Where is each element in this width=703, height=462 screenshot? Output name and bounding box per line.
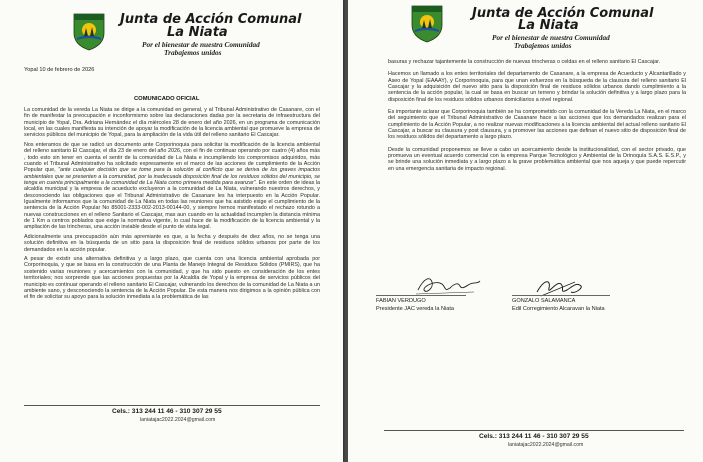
- motto-line-2: Trabajemos unidos: [514, 41, 572, 50]
- paragraph: basuras y rechazar tajantemente la construcción de nuevas trincheras o celdas en el relleno sanitario El Cascajar.: [388, 59, 661, 65]
- paragraph-text: Nos enteramos de que se radicó un documento ante Corporinoquia para solicitar la modificación de la licencia ambiental del relleno sanitario El Cascajar, el día 23 de enero del año 2026, con el fin de continuar operando por cuatro (4) años más , todo esto sin tener en cuenta el sentir de la comunidad de La Niata e incumpliendo los compromisos adquiridos, más cuando el Tribunal Administrativo ha solicitado expresamente en el marco de las acciones de cumplimiento de la Acción Popular que,: [24, 141, 320, 174]
- signatory-2-role: Edil Corregimiento Alcaravan la Niata: [512, 306, 605, 312]
- motto-line-1: Por el bienestar de nuestra Comunidad: [142, 40, 260, 49]
- footer-phone-numbers: Cels.: 313 244 11 46 - 310 307 29 55: [112, 408, 222, 415]
- organization-title: Junta de Acción Comunal: [120, 12, 302, 27]
- paragraph: Es importante aclarar que Corporinoquia también se ha comprometido con la comunidad de la Vereda La Niata, en el marco del seguimiento que el Tribunal Administrativo de Casanare hace a las acciones que los demandados realizan para el cumplimiento de la Acción Popular, a no realizar nuevas modificaciones a la licencia ambiental del actual relleno sanitario El Cascajar, a buscar su clausura y post clausura, y a promover las acciones que definan el nuevo sitio de disposición final de los residuos sólidos del departamento a largo plazo.: [388, 109, 686, 141]
- letter-page-2: [348, 0, 703, 462]
- court-quote: "ante cualquier decisión que se tome para la solución al conflicto que se deriva de los graves impactos ambientales que se presenten a la comunidad, por la inadecuada disposición final de los residuos sólidos del municipio, se tenga en cuenta principalmente a la comunidad de La Niata como primera medida para avanzar".: [24, 167, 320, 186]
- signature-line: [376, 295, 466, 296]
- paragraph: Desde la comunidad proponemos se lleve a cabo un acercamiento desde la institucionalidad, con el sector privado, que promueva un eventual acuerdo comercial con la empresa Parque Tecnológico y Ambiental de la Orinoquía S.A.S. E.S.P., y se brinde una solución inmediata y a largo plazo a la grave problemática ambiental que nos aqueja y que puede repercutir en una emergencia sanitaria de impacto regional.: [388, 146, 686, 172]
- footer-divider: [384, 430, 684, 431]
- letter-page-1: [0, 0, 343, 462]
- paragraph: A pesar de existir una alternativa definitiva y a largo plazo, que cuenta con una licencia ambiental aprobada por Corporinoquia, y que se basa en la construcción de una Planta de Manejo Integral de Residuos Sólidos (PMIRS), que ha sostenido varias reuniones y acercamientos con la comunidad, y que ha sido puesto en consideración de los entes territoriales; nos sorprende que las acciones propuestas por la Alcaldía de Yopal y la empresa de servicios públicos del municipio es continuar operando el relleno sanitario El Cascajar, vulnerando los derechos de la comunidad de La Niata a un ambiente sano, y desconociendo la sentencia de la Acción Popular. De esta manera nos dirigimos a la opinión pública con el fin de solicitar su apoyo para la solución inmediata a la problemática de las: [24, 256, 320, 301]
- crest-shield-icon: [409, 3, 445, 43]
- paragraph: Adicionalmente una preocupación aún más apremiante es que, a la fecha y después de diez años, no se tenga una solución definitiva en la búsqueda de un sitio para la disposición final de residuos sólidos urbanos por parte de los demandados en la acción popular.: [24, 233, 320, 253]
- motto-line-2: Trabajemos unidos: [164, 48, 222, 57]
- paragraph: La comunidad de la vereda La Niata se dirige a la comunidad en general, y al Tribunal Administrativo de Casanare, con el fin de manifestar la preocupación e inconformismo sobre las declaraciones dadas por la secretaria de infraestructura del municipio de Yopal, Dra. Adriana Hernández el día miércoles 28 de enero del año 2026, en un programa de comunicación local, en las cuales manifiesta su intención de apoyar la modificación de la licencia ambiental que promueve la empresa de servicios públicos del municipio de Yopal, para la ampliación de la vida útil del relleno sanitario El Cascajar.: [24, 107, 320, 139]
- signatory-1-role: Presidente JAC vereda la Niata: [376, 306, 455, 312]
- letter-subject: COMUNICADO OFICIAL: [134, 96, 200, 102]
- letter-body-left: [24, 107, 320, 304]
- paragraph: Hacemos un llamado a los entes territoriales del departamento de Casanare, a la empresa de Acueducto y Alcantarillado y Aseo de Yopal (EAAAY), y Corporinoquia, para que unan esfuerzos en la búsqueda de la clausura del relleno sanitario El Cascajar y la adquisición del nuevo sitio para la disposición final de residuos sólidos urbanos dando cumplimiento a la sentencia de la acción popular, la cual se basa en buscar un terreno y brindar la solución definitiva y a largo plazo para la disposición final de los residuos sólidos urbanos domiciliarios a nivel regional.: [388, 71, 686, 103]
- letter-body-right: [388, 59, 686, 175]
- footer-email: laniatajac2022.2024@gmail.com: [508, 442, 584, 448]
- jac-crest-logo: [409, 3, 445, 43]
- letter-date: Yopal 10 de febrero de 2026: [24, 67, 95, 73]
- footer-email: laniatajac2022.2024@gmail.com: [140, 417, 216, 423]
- footer-divider: [24, 405, 320, 406]
- signature-gonzalo-salamanca: [531, 276, 587, 300]
- organization-title: Junta de Acción Comunal: [472, 6, 654, 21]
- jac-crest-logo: [71, 11, 107, 51]
- motto-line-1: Por el bienestar de nuestra Comunidad: [492, 33, 610, 42]
- signature-line: [512, 295, 610, 296]
- footer-phone-numbers: Cels.: 313 244 11 46 - 310 307 29 55: [479, 433, 589, 440]
- paragraph-text: En este orden de ideas la alcaldía municipal y la empresa de acueducto excluyeron a la comunidad de La Niata, vulnerando nuestros derechos, y desconociendo las obligaciones que el Tribunal Administrativo de Casanare les ha interpuesto en la Acción Popular. Igualmente informamos que la comunidad de La Niata en todas las reuniones que ha asistido exige el cumplimiento de la sentencia de la Acción Popular No 85001-2333-002-2013-00144-00, y siempre hemos manifestado el rechazo rotundo a nuevas construcciones en el relleno Sanitario el Cascajar, mas aun cuando en la actualidad incumplen la distancia mínima de 1 Km a centros poblados que exige la normativa vigente, lo cual hace de la modificación de la licencia ambiental y la ampliación de las trincheras, una acción inviable desde el punto de vista legal.: [24, 179, 321, 231]
- crest-shield-icon: [71, 11, 107, 51]
- paragraph: [24, 142, 320, 231]
- signatory-2-name: GONZALO SALAMANCA: [512, 298, 576, 304]
- signatory-1-name: FABIAN VERDUGO: [376, 298, 426, 304]
- organization-subtitle: La Niata: [167, 25, 228, 40]
- organization-subtitle: La Niata: [518, 18, 579, 33]
